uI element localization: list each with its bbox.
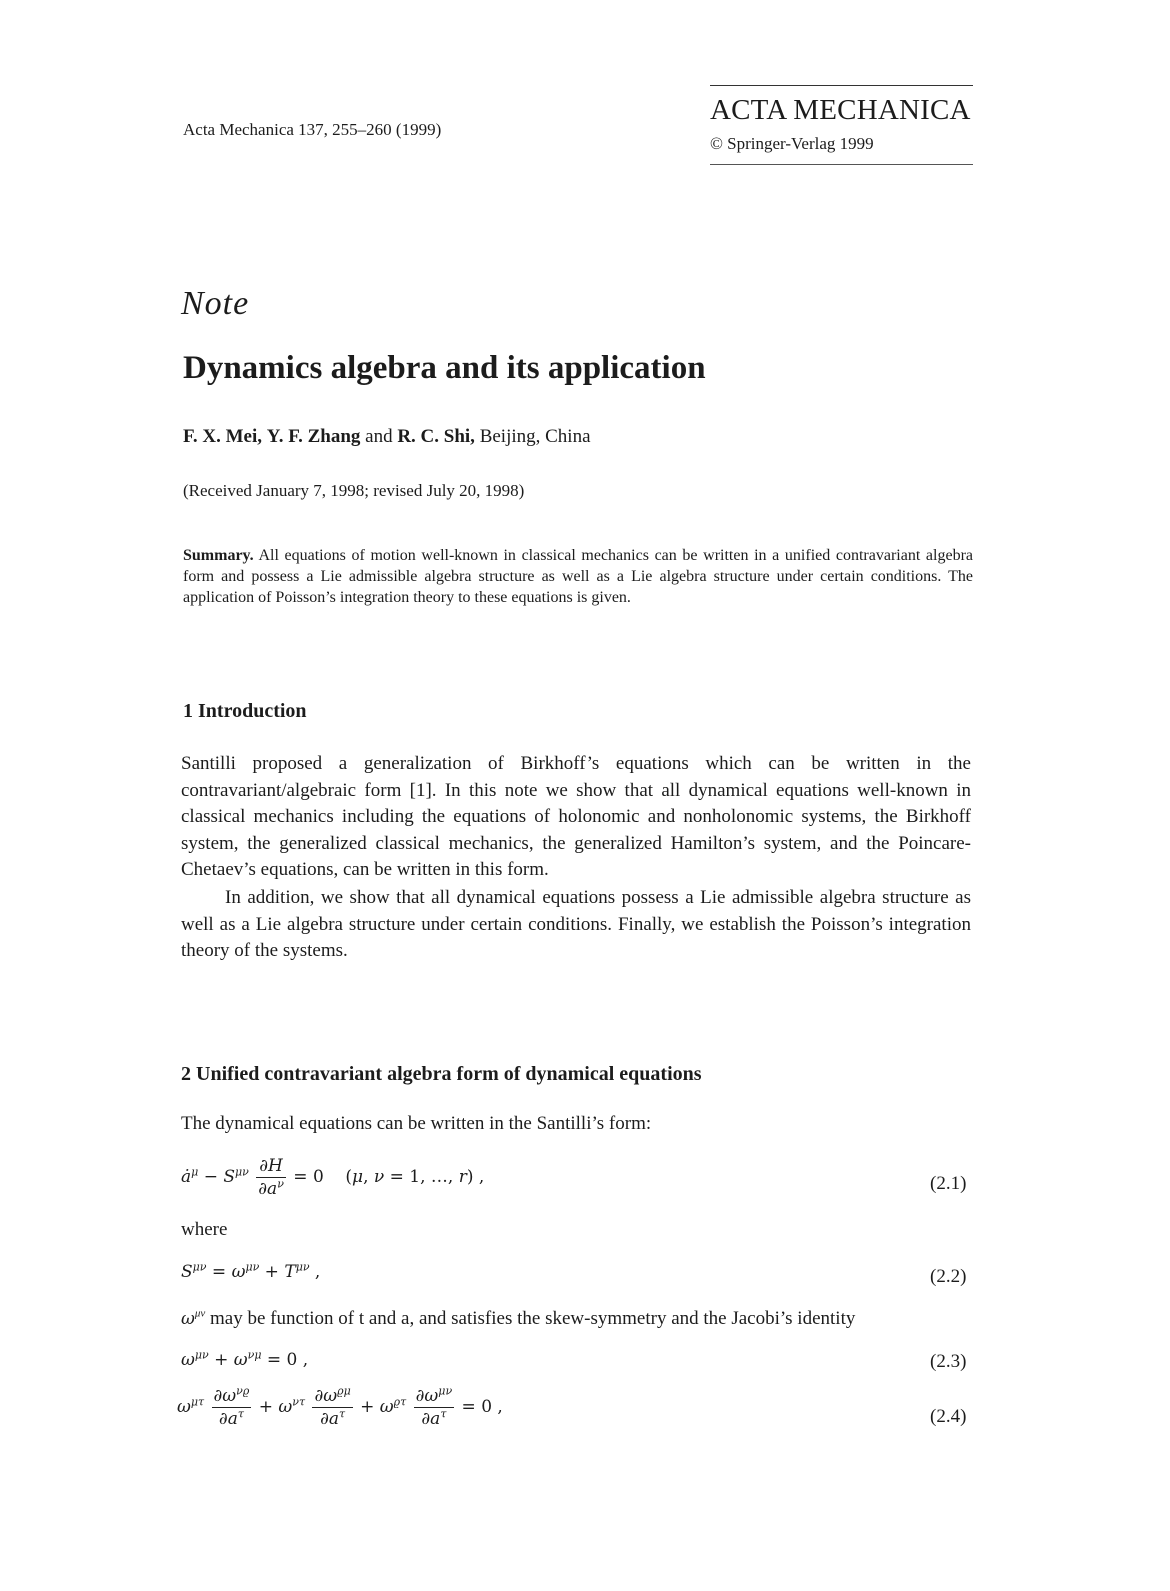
author-1: F. X. Mei,	[183, 426, 262, 447]
masthead-rule-bottom	[710, 164, 973, 165]
received-dates: (Received January 7, 1998; revised July 20, 1998)	[183, 481, 525, 500]
masthead-rule-top	[710, 85, 973, 86]
author-line	[183, 426, 591, 448]
journal-citation: Acta Mechanica 137, 255–260 (1999)	[183, 120, 442, 139]
section-2-intro: The dynamical equations can be written in the Santilli’s form:	[181, 1113, 652, 1134]
note-label: Note	[181, 285, 250, 322]
equation-number-2-3: (2.3)	[930, 1351, 967, 1372]
equation-2-3: $\omega^{\mu\nu} + \omega^{\nu\mu} = 0$ ,	[181, 1348, 309, 1370]
section-1-heading: 1 Introduction	[183, 700, 307, 722]
equation-number-2-2: (2.2)	[930, 1266, 967, 1287]
author-and: and	[365, 426, 393, 447]
eq-fraction: $\frac{\partial H}{\partial a^\nu}$	[258, 1156, 284, 1199]
equation-number-2-4: (2.4)	[930, 1406, 967, 1427]
where-text: where	[181, 1219, 228, 1240]
intro-paragraph-2: In addition, we show that all dynamical equations possess a Lie admissible algebra structure as well as a Lie algebra structure under certain conditions. Finally, we establish the Poisson’s integration theory of the systems.	[181, 887, 971, 961]
equation-2-4: $\omega^{\mu\tau}$ $\frac{\partial\omega^{\nu ϱ}}{\partial a^\tau}$ + $\omega^{\nu\tau}$ $\frac{\partial\omega^{ϱ\mu}}{\partial a^\tau}$ + $\omega^{ϱ\tau}$ $\frac{\partial\omega^{\mu\nu}}{\partial a^\tau}$ = 0 ,	[177, 1384, 503, 1429]
intro-paragraph-1: Santilli proposed a generalization of Birkhoff’s equations which can be written in the contravariant/algebraic form [1]. In this note we show that all dynamical equations well-known in classical mechanics including the equations of holonomic and nonholonomic systems, the Birkhoff system, the generalized classical mechanics, the generalized Hamilton’s system, and the Poincare-Chetaev’s equations, can be written in this form.	[181, 753, 971, 880]
equation-number-2-1: (2.1)	[930, 1173, 967, 1194]
author-location: Beijing, China	[479, 426, 591, 447]
equation-2-1: $ȧ^\mu - S^{\mu\nu}$ $\frac{\partial H}{\partial a^\nu}$ = 0 (μ, ν = 1, …, r) ,	[181, 1156, 485, 1199]
summary-label: Summary.	[183, 547, 254, 564]
copyright-line: © Springer-Verlag 1999	[710, 134, 874, 153]
equation-2-2: $S^{\mu\nu} = \omega^{\mu\nu} + T^{\mu\nu}$ ,	[181, 1260, 321, 1282]
paper-title: Dynamics algebra and its application	[183, 350, 706, 386]
journal-masthead	[710, 85, 975, 165]
section-2-heading: 2 Unified contravariant algebra form of dynamical equations	[181, 1063, 702, 1085]
summary-text: All equations of motion well-known in classical mechanics can be written in a unified contravariant algebra form and possess a Lie admissible algebra structure as well as a Lie algebra structure under certain conditions. The application of Poisson’s integration theory to these equations is given.	[183, 547, 973, 606]
author-3: R. C. Shi,	[397, 426, 475, 447]
journal-name: ACTA MECHANICA	[710, 94, 971, 126]
omega-description-text: may be function of t and a, and satisfies the skew-symmetry and the Jacobi’s identity	[210, 1308, 856, 1329]
omega-description: $\omega^{\mu\nu}$ may be function of t and a, and satisfies the skew-symmetry and the Jacobi’s identity	[181, 1307, 856, 1329]
author-2: Y. F. Zhang	[266, 426, 361, 447]
summary-paragraph	[183, 545, 973, 608]
